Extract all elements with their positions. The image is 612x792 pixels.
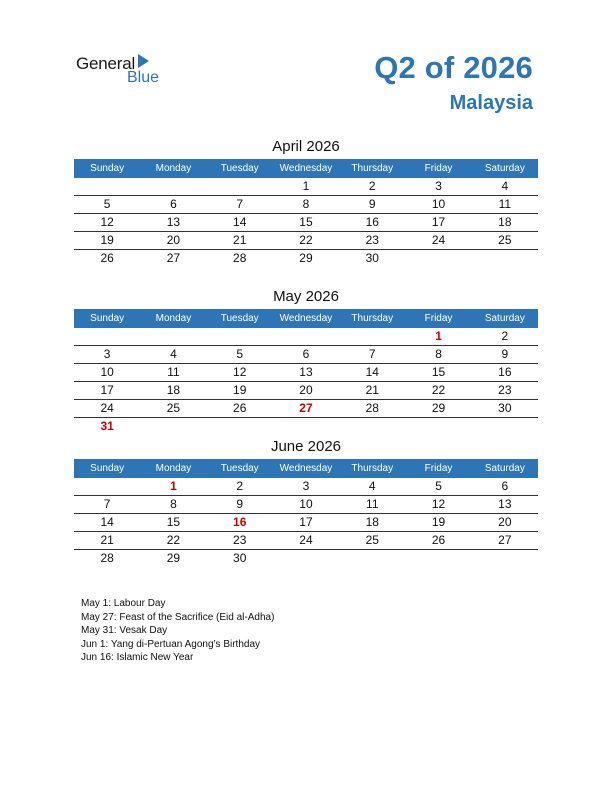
week-row	[74, 514, 538, 532]
day-cell: 25	[166, 401, 181, 415]
month-april	[74, 137, 538, 268]
day-cell	[472, 250, 538, 268]
logo	[76, 52, 176, 88]
day-cell: 1	[170, 479, 177, 493]
day-cell: 15	[431, 365, 446, 379]
weekday-label: Monday	[155, 163, 192, 174]
day-cell	[472, 550, 538, 568]
day-cell	[207, 178, 273, 195]
day-cell: 25	[365, 533, 379, 547]
weekday-header	[74, 459, 538, 478]
month-may	[74, 287, 538, 436]
day-cell: 7	[368, 347, 376, 361]
day-cell: 30	[233, 551, 247, 565]
day-cell: 4	[170, 347, 177, 361]
weekday-label: Sunday	[90, 313, 125, 324]
month-title: June 2026	[270, 438, 342, 455]
day-cell: 11	[366, 497, 379, 511]
day-cell	[207, 328, 273, 345]
weekday-header	[74, 309, 538, 328]
day-cell: 14	[365, 365, 379, 379]
week-row	[74, 478, 538, 496]
day-cell: 12	[233, 365, 247, 379]
page-title: Q2 of 2026	[374, 50, 533, 85]
day-cell: 16	[498, 365, 512, 379]
weekday-label: Monday	[155, 463, 192, 474]
day-cell: 22	[431, 383, 446, 397]
day-cell: 23	[498, 383, 512, 397]
day-cell: 29	[299, 251, 313, 265]
week-row	[74, 400, 538, 418]
weekday-label: Tuesday	[220, 313, 259, 324]
day-cell: 20	[299, 383, 313, 397]
day-cell: 1	[435, 329, 442, 343]
day-cell: 8	[302, 197, 310, 211]
day-cell	[140, 418, 206, 436]
month-june	[74, 437, 538, 568]
day-cell: 25	[498, 233, 512, 247]
weekday-label: Saturday	[484, 313, 525, 324]
day-cell: 26	[233, 401, 247, 415]
day-cell: 8	[435, 347, 442, 361]
day-cell: 5	[236, 347, 244, 361]
weekday-label: Friday	[424, 163, 453, 174]
week-row	[74, 364, 538, 382]
day-cell: 6	[302, 347, 310, 361]
holiday-note: Jun 16: Islamic New Year	[81, 652, 194, 663]
day-cell: 29	[166, 551, 181, 565]
day-cell	[472, 418, 538, 436]
day-cell: 21	[365, 383, 379, 397]
day-cell	[339, 418, 405, 436]
day-cell: 26	[431, 533, 446, 547]
day-cell: 8	[170, 497, 177, 511]
day-cell	[273, 418, 339, 436]
weekday-label: Sunday	[90, 163, 125, 174]
day-cell: 31	[100, 419, 114, 433]
day-cell: 26	[100, 251, 114, 265]
logo-triangle-icon	[138, 54, 149, 68]
day-cell: 18	[365, 515, 379, 529]
day-cell: 19	[100, 233, 114, 247]
day-cell	[405, 250, 471, 268]
country-name: Malaysia	[449, 92, 533, 114]
day-cell: 2	[236, 479, 244, 493]
day-cell: 16	[365, 215, 379, 229]
day-cell: 3	[302, 479, 310, 493]
day-cell: 7	[236, 197, 244, 211]
day-cell	[273, 550, 339, 568]
month-title: May 2026	[273, 288, 339, 305]
day-cell: 2	[368, 179, 376, 193]
weekday-label: Wednesday	[279, 463, 333, 474]
week-row	[74, 178, 538, 196]
day-cell: 29	[431, 401, 446, 415]
day-cell: 13	[299, 365, 313, 379]
day-cell	[405, 418, 471, 436]
weekday-label: Tuesday	[220, 163, 259, 174]
day-cell	[339, 550, 405, 568]
weekday-label: Sunday	[90, 463, 125, 474]
day-cell: 12	[100, 215, 114, 229]
day-cell: 5	[103, 197, 111, 211]
day-cell: 17	[100, 383, 114, 397]
weekday-label: Wednesday	[279, 313, 333, 324]
day-cell: 6	[170, 197, 177, 211]
week-row	[74, 196, 538, 214]
day-cell: 21	[233, 233, 247, 247]
day-cell	[140, 328, 206, 345]
day-cell: 22	[166, 533, 181, 547]
day-cell: 28	[233, 251, 247, 265]
day-cell	[405, 550, 471, 568]
day-cell: 24	[100, 401, 114, 415]
day-cell: 13	[498, 497, 512, 511]
week-row	[74, 232, 538, 250]
day-cell: 22	[299, 233, 313, 247]
week-row	[74, 418, 538, 436]
week-row	[74, 382, 538, 400]
day-cell: 3	[103, 347, 111, 361]
day-cell	[74, 328, 140, 345]
weekday-label: Monday	[155, 313, 192, 324]
day-cell: 28	[100, 551, 114, 565]
day-cell: 10	[299, 497, 313, 511]
day-cell: 5	[435, 479, 442, 493]
day-cell: 18	[166, 383, 181, 397]
day-cell: 23	[365, 233, 379, 247]
day-cell: 19	[233, 383, 247, 397]
day-cell: 4	[368, 479, 376, 493]
week-row	[74, 250, 538, 268]
day-cell: 15	[166, 515, 181, 529]
week-row	[74, 532, 538, 550]
day-cell: 27	[498, 533, 512, 547]
weekday-label: Wednesday	[279, 163, 333, 174]
week-row	[74, 328, 538, 346]
day-cell: 9	[501, 347, 509, 361]
day-cell: 13	[166, 215, 181, 229]
day-cell: 2	[501, 329, 509, 343]
holiday-notes	[81, 597, 274, 665]
day-cell	[339, 328, 405, 345]
day-cell	[140, 178, 206, 195]
day-cell	[273, 328, 339, 345]
day-cell	[207, 418, 273, 436]
holiday-note: May 31: Vesak Day	[81, 625, 168, 636]
day-cell: 17	[299, 515, 313, 529]
day-cell: 27	[299, 401, 313, 415]
logo-blue-text: Blue	[127, 69, 160, 86]
day-cell: 15	[299, 215, 313, 229]
weekday-label: Friday	[424, 463, 453, 474]
day-cell: 24	[299, 533, 313, 547]
day-cell: 16	[233, 515, 247, 529]
day-cell: 11	[498, 197, 512, 211]
weekday-label: Thursday	[351, 313, 394, 324]
day-cell: 23	[233, 533, 247, 547]
holiday-note: May 27: Feast of the Sacrifice (Eid al-Adha)	[81, 611, 275, 623]
day-cell: 14	[100, 515, 114, 529]
week-row	[74, 550, 538, 568]
day-cell: 7	[103, 497, 111, 511]
day-cell: 20	[166, 233, 181, 247]
week-row	[74, 214, 538, 232]
day-cell: 18	[498, 215, 512, 229]
day-cell: 4	[501, 179, 509, 193]
weekday-label: Tuesday	[220, 463, 259, 474]
week-row	[74, 346, 538, 364]
day-cell: 9	[236, 497, 244, 511]
day-cell: 27	[166, 251, 181, 265]
holiday-note: May 1: Labour Day	[81, 598, 166, 609]
day-cell: 6	[501, 479, 509, 493]
day-cell: 11	[167, 365, 180, 379]
day-cell: 21	[100, 533, 114, 547]
day-cell: 14	[233, 215, 247, 229]
weekday-label: Saturday	[484, 163, 525, 174]
week-row	[74, 496, 538, 514]
day-cell: 30	[498, 401, 512, 415]
day-cell: 20	[498, 515, 512, 529]
day-cell	[74, 178, 140, 195]
weekday-label: Thursday	[351, 163, 394, 174]
logo-general-text: General	[76, 54, 136, 73]
day-cell: 28	[365, 401, 379, 415]
day-cell: 10	[431, 197, 446, 211]
day-cell: 17	[431, 215, 446, 229]
day-cell: 30	[365, 251, 379, 265]
day-cell: 19	[431, 515, 446, 529]
day-cell	[74, 478, 140, 495]
weekday-label: Saturday	[484, 463, 525, 474]
day-cell: 3	[435, 179, 442, 193]
weekday-label: Friday	[424, 313, 453, 324]
day-cell: 1	[302, 179, 310, 193]
day-cell: 12	[431, 497, 446, 511]
weekday-label: Thursday	[351, 463, 394, 474]
day-cell: 24	[431, 233, 446, 247]
day-cell: 10	[100, 365, 114, 379]
month-title: April 2026	[272, 138, 340, 155]
weekday-header	[74, 159, 538, 178]
holiday-note: Jun 1: Yang di-Pertuan Agong’s Birthday	[81, 638, 261, 650]
day-cell: 9	[368, 197, 376, 211]
